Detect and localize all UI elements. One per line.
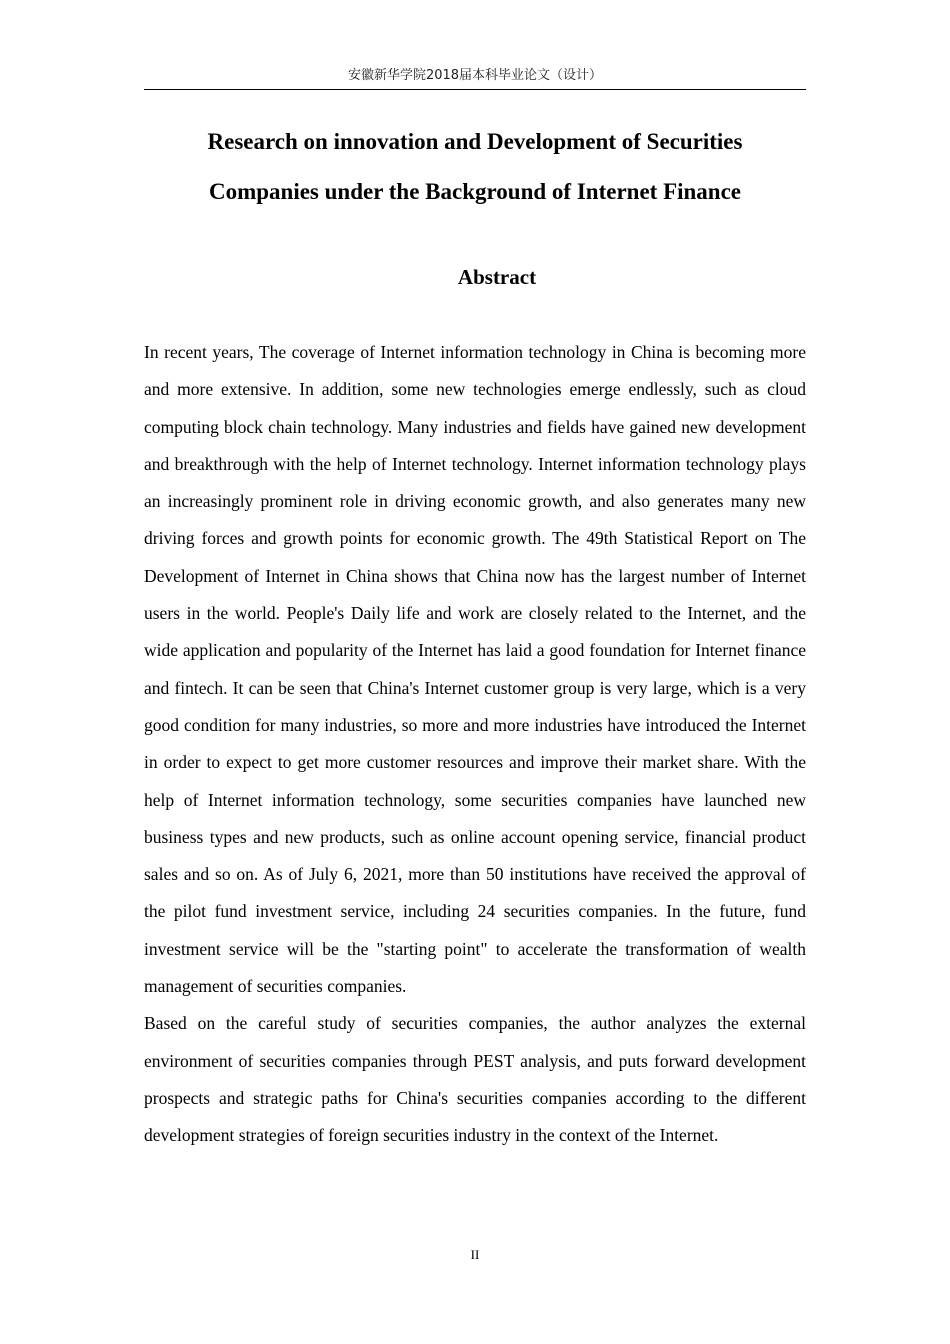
abstract-paragraph-2: Based on the careful study of securities companies, the author analyzes the external environment of securities companies through PEST analysis, and puts forward development prospects and strategic paths for China's securities companies according to the different development strategies of foreign securities industry in the context of the Internet. bbox=[144, 1013, 806, 1146]
running-header: 安徽新华学院2018届本科毕业论文（设计） bbox=[347, 68, 603, 83]
thesis-title-line-1: Research on innovation and Development of Securities bbox=[207, 129, 743, 154]
abstract-body bbox=[144, 334, 806, 1155]
header-rule bbox=[144, 89, 806, 90]
thesis-title-line-2: Companies under the Background of Internet Finance bbox=[208, 179, 742, 204]
page-number: II bbox=[470, 1247, 480, 1262]
abstract-paragraph-1: In recent years, The coverage of Internet information technology in China is becoming more and more extensive. In addition, some new technologies emerge endlessly, such as cloud computing block chain technology. Many industries and fields have gained new development and breakthrough with the help of Internet technology. Internet information technology plays an increasingly prominent role in driving economic growth, and also generates many new driving forces and growth points for economic growth. The 49th Statistical Report on The Development of Internet in China shows that China now has the largest number of Internet users in the world. People's Daily life and work are closely related to the Internet, and the wide application and popularity of the Internet has laid a good foundation for Internet finance and fintech. It can be seen that China's Internet customer group is very large, which is a very good condition for many industries, so more and more industries have introduced the Internet in order to expect to get more customer resources and improve their market share. With the help of Internet information technology, some securities companies have launched new business types and new products, such as online account opening service, financial product sales and so on. As of July 6, 2021, more than 50 institutions have received the approval of the pilot fund investment service, including 24 securities companies. In the future, fund investment service will be the "starting point" to accelerate the transformation of wealth management of securities companies. bbox=[144, 342, 806, 997]
thesis-title bbox=[144, 117, 806, 217]
abstract-heading: Abstract bbox=[457, 265, 537, 289]
